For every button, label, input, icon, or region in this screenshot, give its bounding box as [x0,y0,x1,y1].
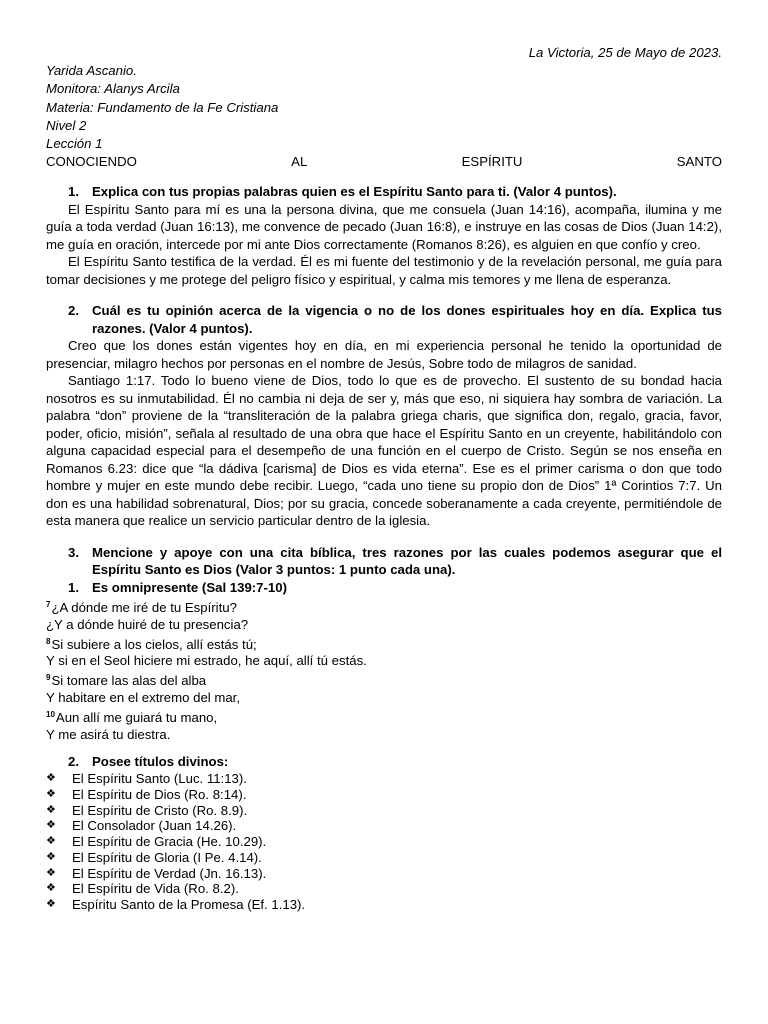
list-item-text: El Consolador (Juan 14.26). [72,818,237,834]
verse-text: Y me asirá tu diestra. [46,726,171,742]
bullet-icon: ❖ [46,788,56,800]
bullet-icon: ❖ [46,772,56,785]
reason-heading [46,753,722,771]
reason-heading [46,579,722,597]
monitor-line: Monitora: Alanys Arcila [46,81,180,97]
question-number: 2. [68,303,79,319]
verse-line [46,617,722,634]
verse-number: 8 [46,636,51,646]
question-1 [46,183,722,201]
list-item [46,866,722,882]
list-item-text: El Espíritu de Dios (Ro. 8:14). [72,787,247,802]
answer-paragraph: El Espíritu Santo para mí es una la persona divina, que me consuela (Juan 14:16), acompaña, ilumina y me guía a toda verdad (Juan 16:13), me convence de pecado (Juan 16:8), e instruye en las cosas de Dios (Juan 14:2), me guía en oración, intercede por mi ante Dios correctamente (Romanos 8:26), es alguien en que confío y creo. [46,201,722,252]
answer-paragraph: El Espíritu Santo testifica de la verdad. Él es mi fuente del testimonio y de la revelación personal, me guía para tomar decisiones y me protege del peligro físico y espiritual, y calma mis temores y me llena de esperanza. [46,254,722,287]
verse-text: Aun allí me guiará tu mano, [55,709,218,725]
list-item-text: Espíritu Santo de la Promesa (Ef. 1.13). [72,896,306,912]
verse-text: Si subiere a los cielos, allí estás tú; [51,636,257,652]
question-text: Explica con tus propias palabras quien es el Espíritu Santo para ti. (Valor 4 puntos). [92,184,617,200]
verse-text: Y si en el Seol hiciere mi estrado, he aquí, allí tú estás. [46,653,367,669]
verse-text: ¿A dónde me iré de tu Espíritu? [51,599,237,615]
list-item-text: El Espíritu de Gracia (He. 10.29). [72,834,267,850]
list-item [46,818,722,834]
verse-number: 10 [46,709,55,719]
title-word: AL [291,154,308,170]
student-name: Yarida Ascanio. [46,63,137,79]
verse-line [46,707,722,727]
level-line: Nivel 2 [46,117,87,133]
verse-line [46,690,722,707]
list-item [46,850,722,866]
list-item [46,771,722,787]
reason-number: 1. [68,579,79,595]
verse-line [46,597,722,617]
verse-number: 7 [46,599,51,609]
title-word: CONOCIENDO [46,154,137,170]
question-text: Cuál es tu opinión acerca de la vigencia o no de los dones espirituales hoy en día. Explica tus razones. (Valor 4 puntos). [92,303,722,336]
verse-line [46,634,722,654]
bullet-icon: ❖ [46,850,56,863]
reason-title: Posee títulos divinos: [92,754,229,770]
list-item [46,834,722,850]
document-title [46,153,722,171]
question-number: 1. [68,184,79,200]
verse-text: Y habitare en el extremo del mar, [46,689,241,705]
bullet-icon: ❖ [46,803,56,816]
question-2 [46,302,722,337]
verse-line [46,670,722,690]
list-item-text: El Espíritu Santo (Luc. 11:13). [72,771,247,787]
verse-number: 9 [46,673,51,683]
answer-paragraph: Santiago 1:17. Todo lo bueno viene de Dios, todo lo que es de provecho. El sustento de su bondad hacia nosotros es su inmutabilidad. Él no cambia ni deja de ser y, más que eso, ni siquiera hay sombra de variación. La palabra “don” proviene de la “transliteración de la palabra griega charis, que significa don, regalo, gracia, favor, poder, oficio, misión”, señala al resultado de una obra que hace el Espíritu Santo en un creyente, habilitándolo con alguna capacidad especial para el desempeño de una función en el cuerpo de Cristo. Según se nos enseña en Romanos 6.23: dice que “la dádiva [carisma] de Dios es vida eterna”. Ese es el primer carisma o don que todo hombre y mujer en este mundo debe recibir. Luego, “cada uno tiene su propio don de Dios” 1ª Corintios 7:7. Un don es una habilidad sobrenatural, Dios; por su gracia, concede soberanamente a cada creyente, permitiéndole de esta manera que realice un servicio particular dentro de la iglesia. [46,373,722,529]
answer-paragraph: Creo que los dones están vigentes hoy en día, en mi experiencia personal he tenido la oportunidad de presenciar, milagro hechos por personas en el nombre de Jesús, Sobre todo de milagros de sanidad. [46,338,722,371]
title-list [46,771,722,912]
bullet-icon: ❖ [46,819,56,832]
list-item [46,803,722,819]
document-page [46,44,722,913]
list-item-text: El Espíritu de Gloria (I Pe. 4.14). [72,849,262,865]
list-item-text: El Espíritu de Verdad (Jn. 16.13). [72,865,267,881]
title-word: ESPÍRITU [461,154,523,170]
date-line: La Victoria, 25 de Mayo de 2023. [528,45,722,60]
list-item [46,787,722,803]
question-3 [46,544,722,579]
subject-line: Materia: Fundamento de la Fe Cristiana [46,99,279,115]
bullet-icon: ❖ [46,897,56,910]
verse-list [46,597,722,743]
verse-line [46,653,722,670]
verse-text: Si tomare las alas del alba [51,673,207,689]
bullet-icon: ❖ [46,866,56,879]
bullet-icon: ❖ [46,835,56,848]
bullet-icon: ❖ [46,882,56,895]
list-item [46,897,722,913]
verse-line [46,727,722,744]
reason-number: 2. [68,754,79,770]
lesson-line: Lección 1 [46,136,103,152]
list-item [46,881,722,897]
list-item-text: El Espíritu de Vida (Ro. 8.2). [72,881,239,897]
verse-text: ¿Y a dónde huiré de tu presencia? [46,616,249,632]
reason-title: Es omnipresente (Sal 139:7-10) [92,579,287,595]
list-item-text: El Espíritu de Cristo (Ro. 8.9). [72,802,248,818]
question-text: Mencione y apoye con una cita bíblica, tres razones por las cuales podemos asegurar que el Espíritu Santo es Dios (Valor 3 puntos: 1 punto cada una). [92,544,722,578]
title-word: SANTO [676,154,722,170]
question-number: 3. [68,544,79,560]
